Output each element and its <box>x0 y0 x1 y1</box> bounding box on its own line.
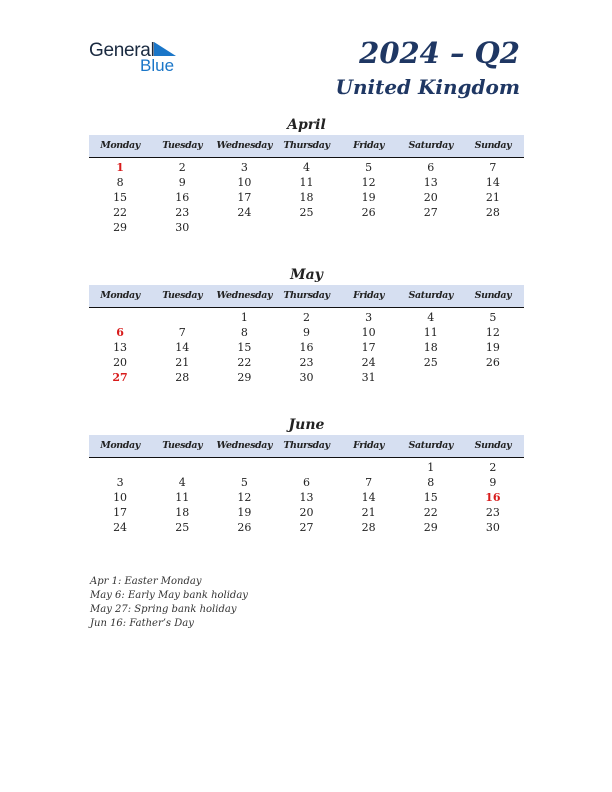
day-cell: 1 <box>116 161 124 174</box>
week-row <box>89 205 524 220</box>
day-cell <box>213 220 275 235</box>
day-cell: 10 <box>113 491 128 504</box>
week-row <box>89 475 524 490</box>
day-cell <box>400 220 462 235</box>
day-cell: 21 <box>485 191 500 204</box>
day-cell: 2 <box>489 461 497 474</box>
page-subtitle: United Kingdom <box>335 75 520 99</box>
day-cell: 29 <box>237 371 252 384</box>
page-title: 2024 – Q2 <box>359 36 520 70</box>
day-cell: 15 <box>423 491 438 504</box>
week-row <box>89 220 524 235</box>
day-cell: 6 <box>302 476 310 489</box>
weekday-label: Thursday <box>283 290 330 301</box>
generalblue-logo <box>89 40 189 76</box>
day-cell <box>462 220 524 235</box>
weekday-label: Tuesday <box>162 290 203 301</box>
logo-text-general: General <box>89 40 155 61</box>
holiday-note: May 6: Early May bank holiday <box>90 590 248 601</box>
day-cell: 25 <box>299 206 314 219</box>
day-cell <box>275 460 337 475</box>
week-row <box>89 340 524 355</box>
day-cell: 19 <box>361 191 376 204</box>
day-cell: 20 <box>299 506 314 519</box>
weekday-label: Wednesday <box>216 140 273 151</box>
day-cell: 10 <box>237 176 252 189</box>
day-cell: 4 <box>302 161 310 174</box>
day-cell: 26 <box>237 521 252 534</box>
day-cell: 3 <box>240 161 248 174</box>
week-row <box>89 355 524 370</box>
day-cell: 2 <box>302 311 310 324</box>
weekday-label: Tuesday <box>162 140 203 151</box>
day-cell: 28 <box>361 521 376 534</box>
day-cell: 8 <box>427 476 435 489</box>
day-cell: 5 <box>365 161 373 174</box>
day-cell: 11 <box>299 176 314 189</box>
week-row <box>89 310 524 325</box>
week-row <box>89 160 524 175</box>
day-cell: 12 <box>361 176 376 189</box>
day-cell: 17 <box>237 191 252 204</box>
day-cell <box>275 220 337 235</box>
day-cell: 25 <box>423 356 438 369</box>
weekday-label: Friday <box>353 440 385 451</box>
holiday-note: May 27: Spring bank holiday <box>90 604 237 615</box>
day-cell: 31 <box>361 371 376 384</box>
weekday-label: Thursday <box>283 440 330 451</box>
day-cell: 11 <box>175 491 190 504</box>
day-cell: 17 <box>113 506 128 519</box>
holiday-note: Jun 16: Father’s Day <box>90 618 194 629</box>
month-calendar-may <box>89 265 524 385</box>
weekday-label: Thursday <box>283 140 330 151</box>
holiday-notes <box>90 575 248 631</box>
weekday-header <box>89 435 524 458</box>
day-cell: 16 <box>175 191 190 204</box>
day-cell: 1 <box>240 311 248 324</box>
day-cell: 26 <box>485 356 500 369</box>
day-cell: 30 <box>175 221 190 234</box>
day-cell: 18 <box>299 191 314 204</box>
week-row <box>89 520 524 535</box>
day-cell: 25 <box>175 521 190 534</box>
day-cell: 5 <box>489 311 497 324</box>
day-cell: 26 <box>361 206 376 219</box>
day-cell: 23 <box>175 206 190 219</box>
month-calendar-april <box>89 115 524 235</box>
day-cell: 23 <box>299 356 314 369</box>
weekday-label: Saturday <box>408 290 453 301</box>
day-cell: 22 <box>423 506 438 519</box>
day-cell <box>338 460 400 475</box>
day-cell: 16 <box>485 491 501 504</box>
week-row <box>89 505 524 520</box>
day-cell: 7 <box>365 476 373 489</box>
week-row <box>89 190 524 205</box>
day-cell <box>89 460 151 475</box>
day-cell: 11 <box>423 326 438 339</box>
day-cell: 9 <box>302 326 310 339</box>
day-cell: 5 <box>240 476 248 489</box>
day-cell: 28 <box>485 206 500 219</box>
week-row <box>89 325 524 340</box>
day-cell: 17 <box>361 341 376 354</box>
weekday-header <box>89 135 524 158</box>
day-cell: 22 <box>113 206 128 219</box>
week-row <box>89 490 524 505</box>
day-cell: 1 <box>427 461 435 474</box>
day-cell: 21 <box>361 506 376 519</box>
day-cell: 22 <box>237 356 252 369</box>
week-row <box>89 370 524 385</box>
day-cell: 10 <box>361 326 376 339</box>
day-cell: 4 <box>178 476 186 489</box>
day-cell <box>151 460 213 475</box>
day-cell: 30 <box>485 521 500 534</box>
day-cell: 27 <box>112 371 128 384</box>
weekday-label: Monday <box>100 290 140 301</box>
weekday-label: Sunday <box>474 290 512 301</box>
day-cell: 2 <box>178 161 186 174</box>
day-cell: 23 <box>485 506 500 519</box>
day-cell <box>400 370 462 385</box>
week-row <box>89 175 524 190</box>
weekday-label: Wednesday <box>216 290 273 301</box>
logo-triangle-icon <box>154 42 176 56</box>
month-name: June <box>288 417 325 433</box>
day-cell <box>462 370 524 385</box>
weekday-label: Monday <box>100 440 140 451</box>
day-cell: 18 <box>175 506 190 519</box>
weekday-label: Monday <box>100 140 140 151</box>
holiday-note: Apr 1: Easter Monday <box>90 576 202 587</box>
weekday-label: Tuesday <box>162 440 203 451</box>
day-cell: 14 <box>361 491 376 504</box>
day-cell: 24 <box>113 521 128 534</box>
day-cell: 28 <box>175 371 190 384</box>
day-cell <box>338 220 400 235</box>
day-cell: 14 <box>485 176 500 189</box>
day-cell: 3 <box>116 476 124 489</box>
weekday-label: Sunday <box>474 140 512 151</box>
day-cell: 6 <box>427 161 435 174</box>
day-cell: 27 <box>299 521 314 534</box>
weekday-label: Friday <box>353 140 385 151</box>
day-cell: 13 <box>113 341 128 354</box>
day-cell: 12 <box>237 491 252 504</box>
day-cell: 24 <box>237 206 252 219</box>
day-cell: 13 <box>299 491 314 504</box>
day-cell: 9 <box>489 476 497 489</box>
day-cell: 8 <box>240 326 248 339</box>
day-cell: 30 <box>299 371 314 384</box>
day-cell: 13 <box>423 176 438 189</box>
day-cell: 29 <box>113 221 128 234</box>
day-cell <box>89 310 151 325</box>
day-cell: 20 <box>113 356 128 369</box>
month-name: April <box>287 117 326 133</box>
weekday-label: Wednesday <box>216 440 273 451</box>
day-cell: 29 <box>423 521 438 534</box>
day-cell: 15 <box>237 341 252 354</box>
day-cell: 3 <box>365 311 373 324</box>
day-cell: 9 <box>178 176 186 189</box>
day-cell: 8 <box>116 176 124 189</box>
day-cell: 15 <box>113 191 128 204</box>
logo-text-blue: Blue <box>140 56 175 75</box>
day-cell: 20 <box>423 191 438 204</box>
day-cell: 12 <box>485 326 500 339</box>
day-cell: 4 <box>427 311 435 324</box>
day-cell: 24 <box>361 356 376 369</box>
day-cell: 19 <box>237 506 252 519</box>
weekday-label: Friday <box>353 290 385 301</box>
weekday-label: Saturday <box>408 140 453 151</box>
weekday-header <box>89 285 524 308</box>
day-cell <box>151 310 213 325</box>
day-cell: 7 <box>489 161 497 174</box>
day-cell: 14 <box>175 341 190 354</box>
weekday-label: Sunday <box>474 440 512 451</box>
month-name: May <box>290 267 323 283</box>
day-cell: 27 <box>423 206 438 219</box>
day-cell: 19 <box>485 341 500 354</box>
day-cell: 7 <box>178 326 186 339</box>
day-cell: 21 <box>175 356 190 369</box>
day-cell: 18 <box>423 341 438 354</box>
day-cell <box>213 460 275 475</box>
month-calendar-june <box>89 415 524 535</box>
week-row <box>89 460 524 475</box>
day-cell: 16 <box>299 341 314 354</box>
day-cell: 6 <box>116 326 124 339</box>
weekday-label: Saturday <box>408 440 453 451</box>
